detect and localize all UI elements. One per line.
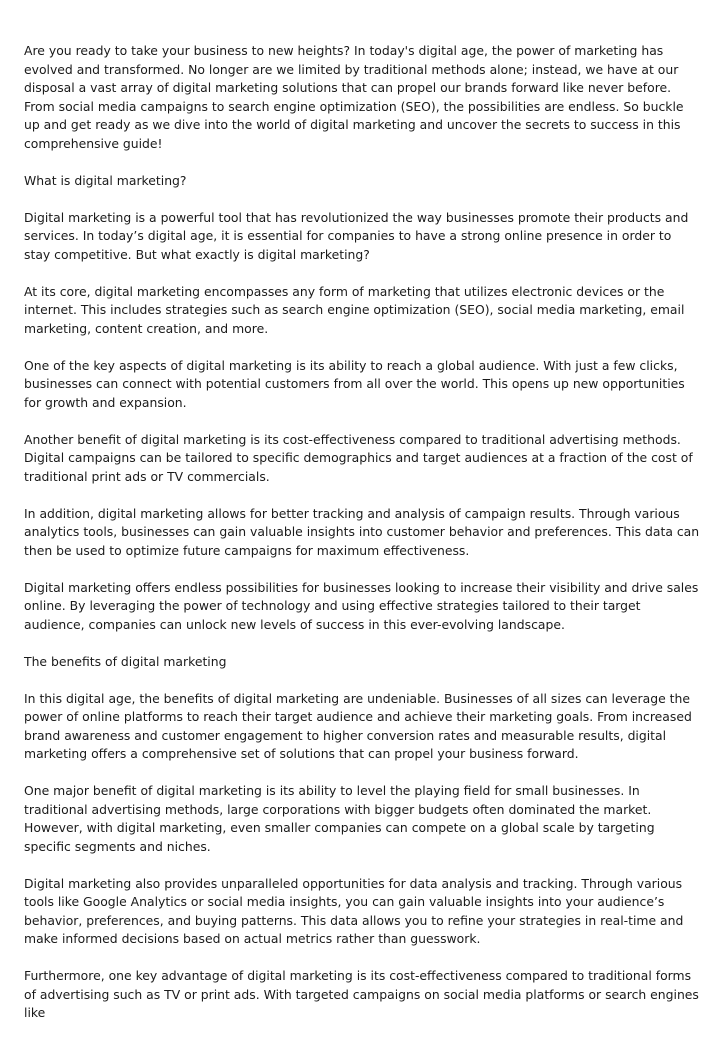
paragraph-8: One major benefit of digital marketing is its ability to level the playing field for small businesses. In traditional advertising methods, large corporations with bigger budgets often dominated the market. However, with digital marketing, even smaller companies can compete on a global scale by targeting specific segments and niches. [24,783,655,854]
section-heading-benefits: The benefits of digital marketing [24,653,227,669]
section-heading-what-is: What is digital marketing? [24,172,187,188]
paragraph-4: Another benefit of digital marketing is its cost-effectiveness compared to traditional advertising methods. Digital campaigns can be tailored to specific demographics and target audiences at a fraction of the cost of traditional print ads or TV commercials. [24,431,693,484]
paragraph-5: In addition, digital marketing allows for better tracking and analysis of campaign results. Through various analytics tools, businesses can gain valuable insights into customer behavior and preferences. This data can then be used to optimize future campaigns for maximum effectiveness. [24,505,700,558]
paragraph-9: Digital marketing also provides unparalleled opportunities for data analysis and tracking. Through various tools like Google Analytics or social media insights, you can gain valuable insights into your audience’s behavior, preferences, and buying patterns. This data allows you to refine your strategies in real-time and make informed decisions based on actual metrics rather than guesswork. [24,875,684,946]
paragraph-1: Digital marketing is a powerful tool that has revolutionized the way businesses promote their products and services. In today’s digital age, it is essential for companies to have a strong online presence in order to stay competitive. But what exactly is digital marketing? [24,209,689,262]
paragraph-3: One of the key aspects of digital marketing is its ability to reach a global audience. With just a few clicks, businesses can connect with potential customers from all over the world. This opens up new opportunities for growth and expansion. [24,357,685,410]
paragraph-2: At its core, digital marketing encompasses any form of marketing that utilizes electronic devices or the internet. This includes strategies such as search engine optimization (SEO), social media marketing, email marketing, content creation, and more. [24,283,685,336]
paragraph-10: Furthermore, one key advantage of digital marketing is its cost-effectiveness compared to traditional forms of advertising such as TV or print ads. With targeted campaigns on social media platforms or search engines like [24,968,699,1020]
paragraph-6: Digital marketing offers endless possibilities for businesses looking to increase their visibility and drive sales online. By leveraging the power of technology and using effective strategies tailored to their target audience, companies can unlock new levels of success in this ever-evolving landscape. [24,579,699,632]
intro-paragraph: Are you ready to take your business to new heights? In today's digital age, the power of marketing has evolved and transformed. No longer are we limited by traditional methods alone; instead, we have at our disposal a vast array of digital marketing solutions that can propel our brands forward like never before. From social media campaigns to search engine optimization (SEO), the possibilities are endless. So buckle up and get ready as we dive into the world of digital marketing and uncover the secrets to success in this comprehensive guide! [24,43,684,151]
paragraph-7: In this digital age, the benefits of digital marketing are undeniable. Businesses of all sizes can leverage the power of online platforms to reach their target audience and achieve their marketing goals. From increased brand awareness and customer engagement to higher conversion rates and measurable results, digital marketing offers a comprehensive set of solutions that can propel your business forward. [24,690,692,761]
article-body [24,42,700,1041]
